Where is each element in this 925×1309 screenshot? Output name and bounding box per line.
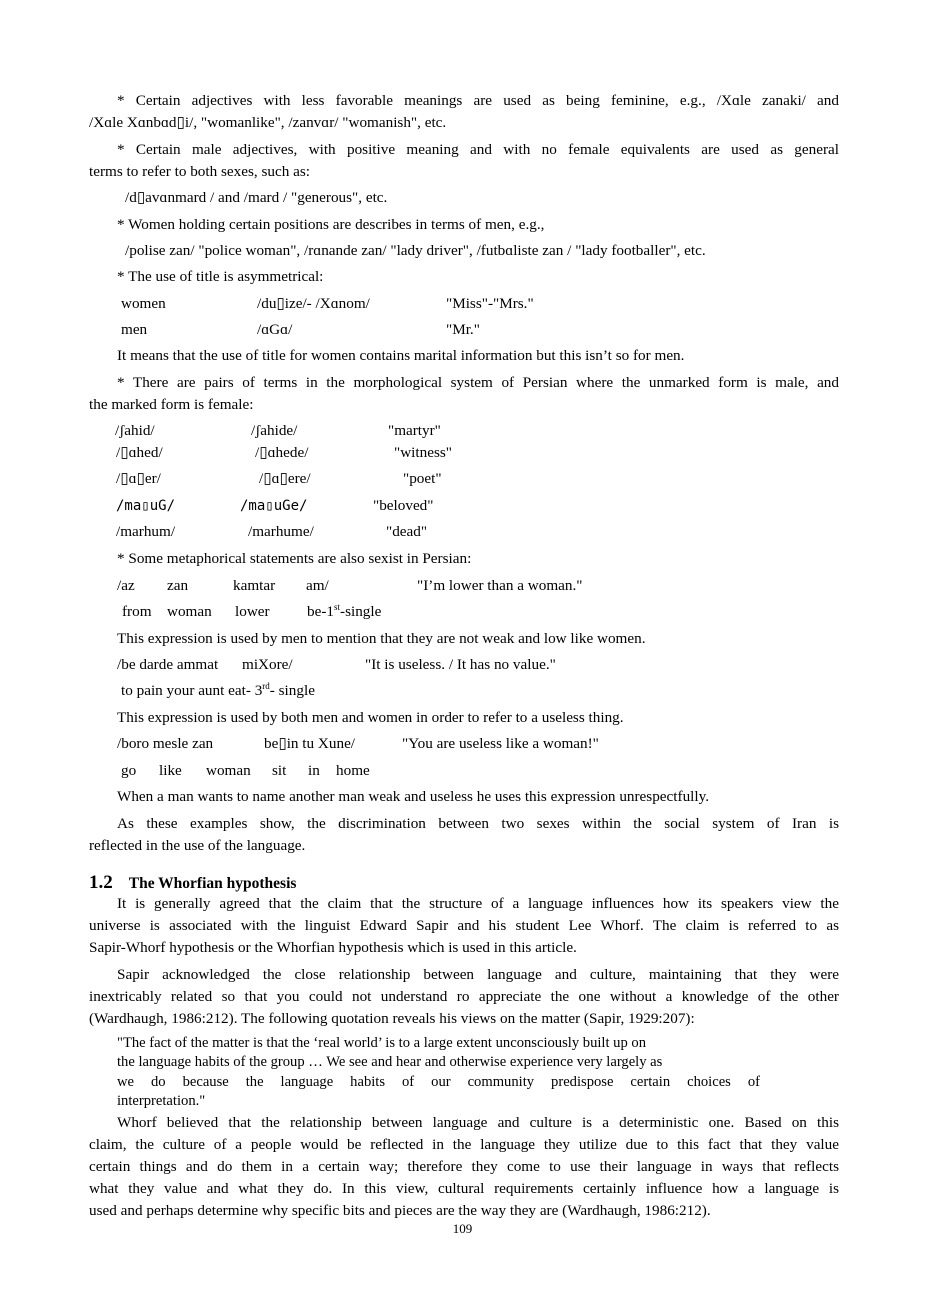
example-persian-word: am/ [306,577,329,594]
pair-female: /▯ɑ▯ere/ [259,470,311,487]
paragraph-line: (Wardhaugh, 1986:212). The following quotation reveals his views on the matter (Sapir, 1929:207): [89,1010,695,1027]
gloss-word: sit [272,762,287,779]
title-row-gloss: "Miss"-"Mrs." [446,295,534,312]
example-note: This expression is used by men to mention that they are not weak and low like women. [117,630,646,647]
paragraph-line: * The use of title is asymmetrical: [117,268,324,285]
paragraph-line: terms to refer to both sexes, such as: [89,163,311,180]
pair-male: /▯ɑhed/ [116,444,163,461]
gloss-word: like [159,762,182,779]
example-persian-word: /az [117,577,135,594]
paragraph-line: It means that the use of title for women contains marital information but this isn’t so for men. [117,347,685,364]
quote-line: interpretation." [117,1093,206,1109]
paragraph-line: universe is associated with the linguist Edward Sapir and his student Lee Whorf. The claim is referred to as [89,917,839,934]
pair-gloss: "martyr" [388,422,441,439]
paragraph-line: what they value and what they do. In this view, cultural requirements certainly influence how a language is [89,1180,839,1197]
section-heading [89,872,296,894]
quote-line: the language habits of the group … We see and hear and otherwise experience very largely as [117,1054,663,1070]
quote-line: we do because the language habits of our community predispose certain choices of [117,1074,760,1090]
gloss-line: to pain your aunt eat- 3rd- single [121,680,315,699]
example-translation: "It is useless. / It has no value." [365,656,556,673]
example-translation: "You are useless like a woman!" [402,735,599,752]
pair-female: /ma▯uGe/ [240,498,308,514]
paragraph-line: * Women holding certain positions are describes in terms of men, e.g., [117,216,545,233]
example-line: /polise zan/ "police woman", /rɑnande zan/ "lady driver", /futbɑliste zan / "lady footballer", etc. [125,242,706,259]
gloss-word: woman [167,603,212,620]
gloss-word: lower [235,603,270,620]
pair-gloss: "witness" [394,444,452,461]
gloss-word: in [308,762,320,779]
gloss-word: home [336,762,370,779]
gloss-word: be-1st-single [307,601,382,620]
paragraph-line: * Certain male adjectives, with positive meaning and with no female equivalents are used as general [117,141,839,158]
paragraph-line: As these examples show, the discrimination between two sexes within the social system of Iran is [117,815,839,832]
paragraph-line: Sapir acknowledged the close relationship between language and culture, maintaining that they were [117,966,839,983]
section-title: The Whorfian hypothesis [128,875,297,892]
pair-male: /ma▯uG/ [116,498,176,514]
page-number: 109 [452,1221,473,1236]
pair-gloss: "beloved" [373,497,434,514]
example-persian-word: miXore/ [242,656,293,673]
title-row-form: /ɑGɑ/ [257,321,293,338]
example-line: /d▯avɑnmard / and /mard / "generous", etc. [125,189,388,206]
example-persian-word: zan [167,577,189,594]
section-number: 1.2 [89,872,113,893]
paragraph-line: reflected in the use of the language. [89,837,306,854]
pair-female: /ʃahide/ [251,422,298,439]
pair-gloss: "dead" [386,523,428,540]
example-persian-word: /be darde ammat [117,656,219,673]
title-row-label: women [121,295,166,312]
example-note: This expression is used by both men and women in order to refer to a useless thing. [117,709,624,726]
title-row-label: men [121,321,148,338]
paragraph-line: Sapir-Whorf hypothesis or the Whorfian hypothesis which is used in this article. [89,939,577,956]
pair-female: /▯ɑhede/ [255,444,309,461]
example-persian-word: be▯in tu Xune/ [264,735,356,752]
title-row-gloss: "Mr." [446,321,480,338]
gloss-word: woman [206,762,251,779]
gloss-word: go [121,762,137,779]
paragraph-line: used and perhaps determine why specific bits and pieces are the way they are (Wardhaugh, 1986:212). [89,1202,711,1219]
quote-line: "The fact of the matter is that the ‘real world’ is to a large extent unconsciously built up on [117,1035,647,1051]
paragraph-line: the marked form is female: [89,396,254,413]
pair-male: /▯ɑ▯er/ [116,470,161,487]
pair-male: /ʃahid/ [115,422,155,439]
title-row-form: /du▯ize/- /Xɑnom/ [257,295,370,312]
paragraph-line: claim, the culture of a people would be reflected in the language they utilize due to this fact that they value [89,1136,839,1153]
example-translation: "I’m lower than a woman." [417,577,583,594]
paragraph-line: * There are pairs of terms in the morphological system of Persian where the unmarked form is male, and [117,374,839,391]
paragraph-line: inextricably related so that you could not understand ro appreciate the one without a knowledge of the other [89,988,839,1005]
paragraph-line: * Certain adjectives with less favorable meanings are used as being feminine, e.g., /Xɑle zanaki/ and [117,92,839,109]
pair-female: /marhume/ [248,523,314,540]
example-note: When a man wants to name another man weak and useless he uses this expression unrespectfully. [117,788,710,805]
pair-male: /marhum/ [116,523,176,540]
paragraph-line: certain things and do them in a certain way; therefore they come to use their language in ways that reflects [89,1158,839,1175]
paragraph-line: Whorf believed that the relationship between language and culture is a deterministic one. Based on this [117,1114,839,1131]
gloss-word: from [122,603,152,620]
pair-gloss: "poet" [403,470,442,487]
example-persian-word: /boro mesle zan [117,735,214,752]
example-persian-word: kamtar [233,577,276,594]
paragraph-line: It is generally agreed that the claim that the structure of a language influences how its speakers view the [117,895,839,912]
paragraph-line: * Some metaphorical statements are also sexist in Persian: [117,550,472,567]
paragraph-line: /Xɑle Xɑnbɑd▯i/, "womanlike", /zanvɑr/ "womanish", etc. [89,114,447,131]
